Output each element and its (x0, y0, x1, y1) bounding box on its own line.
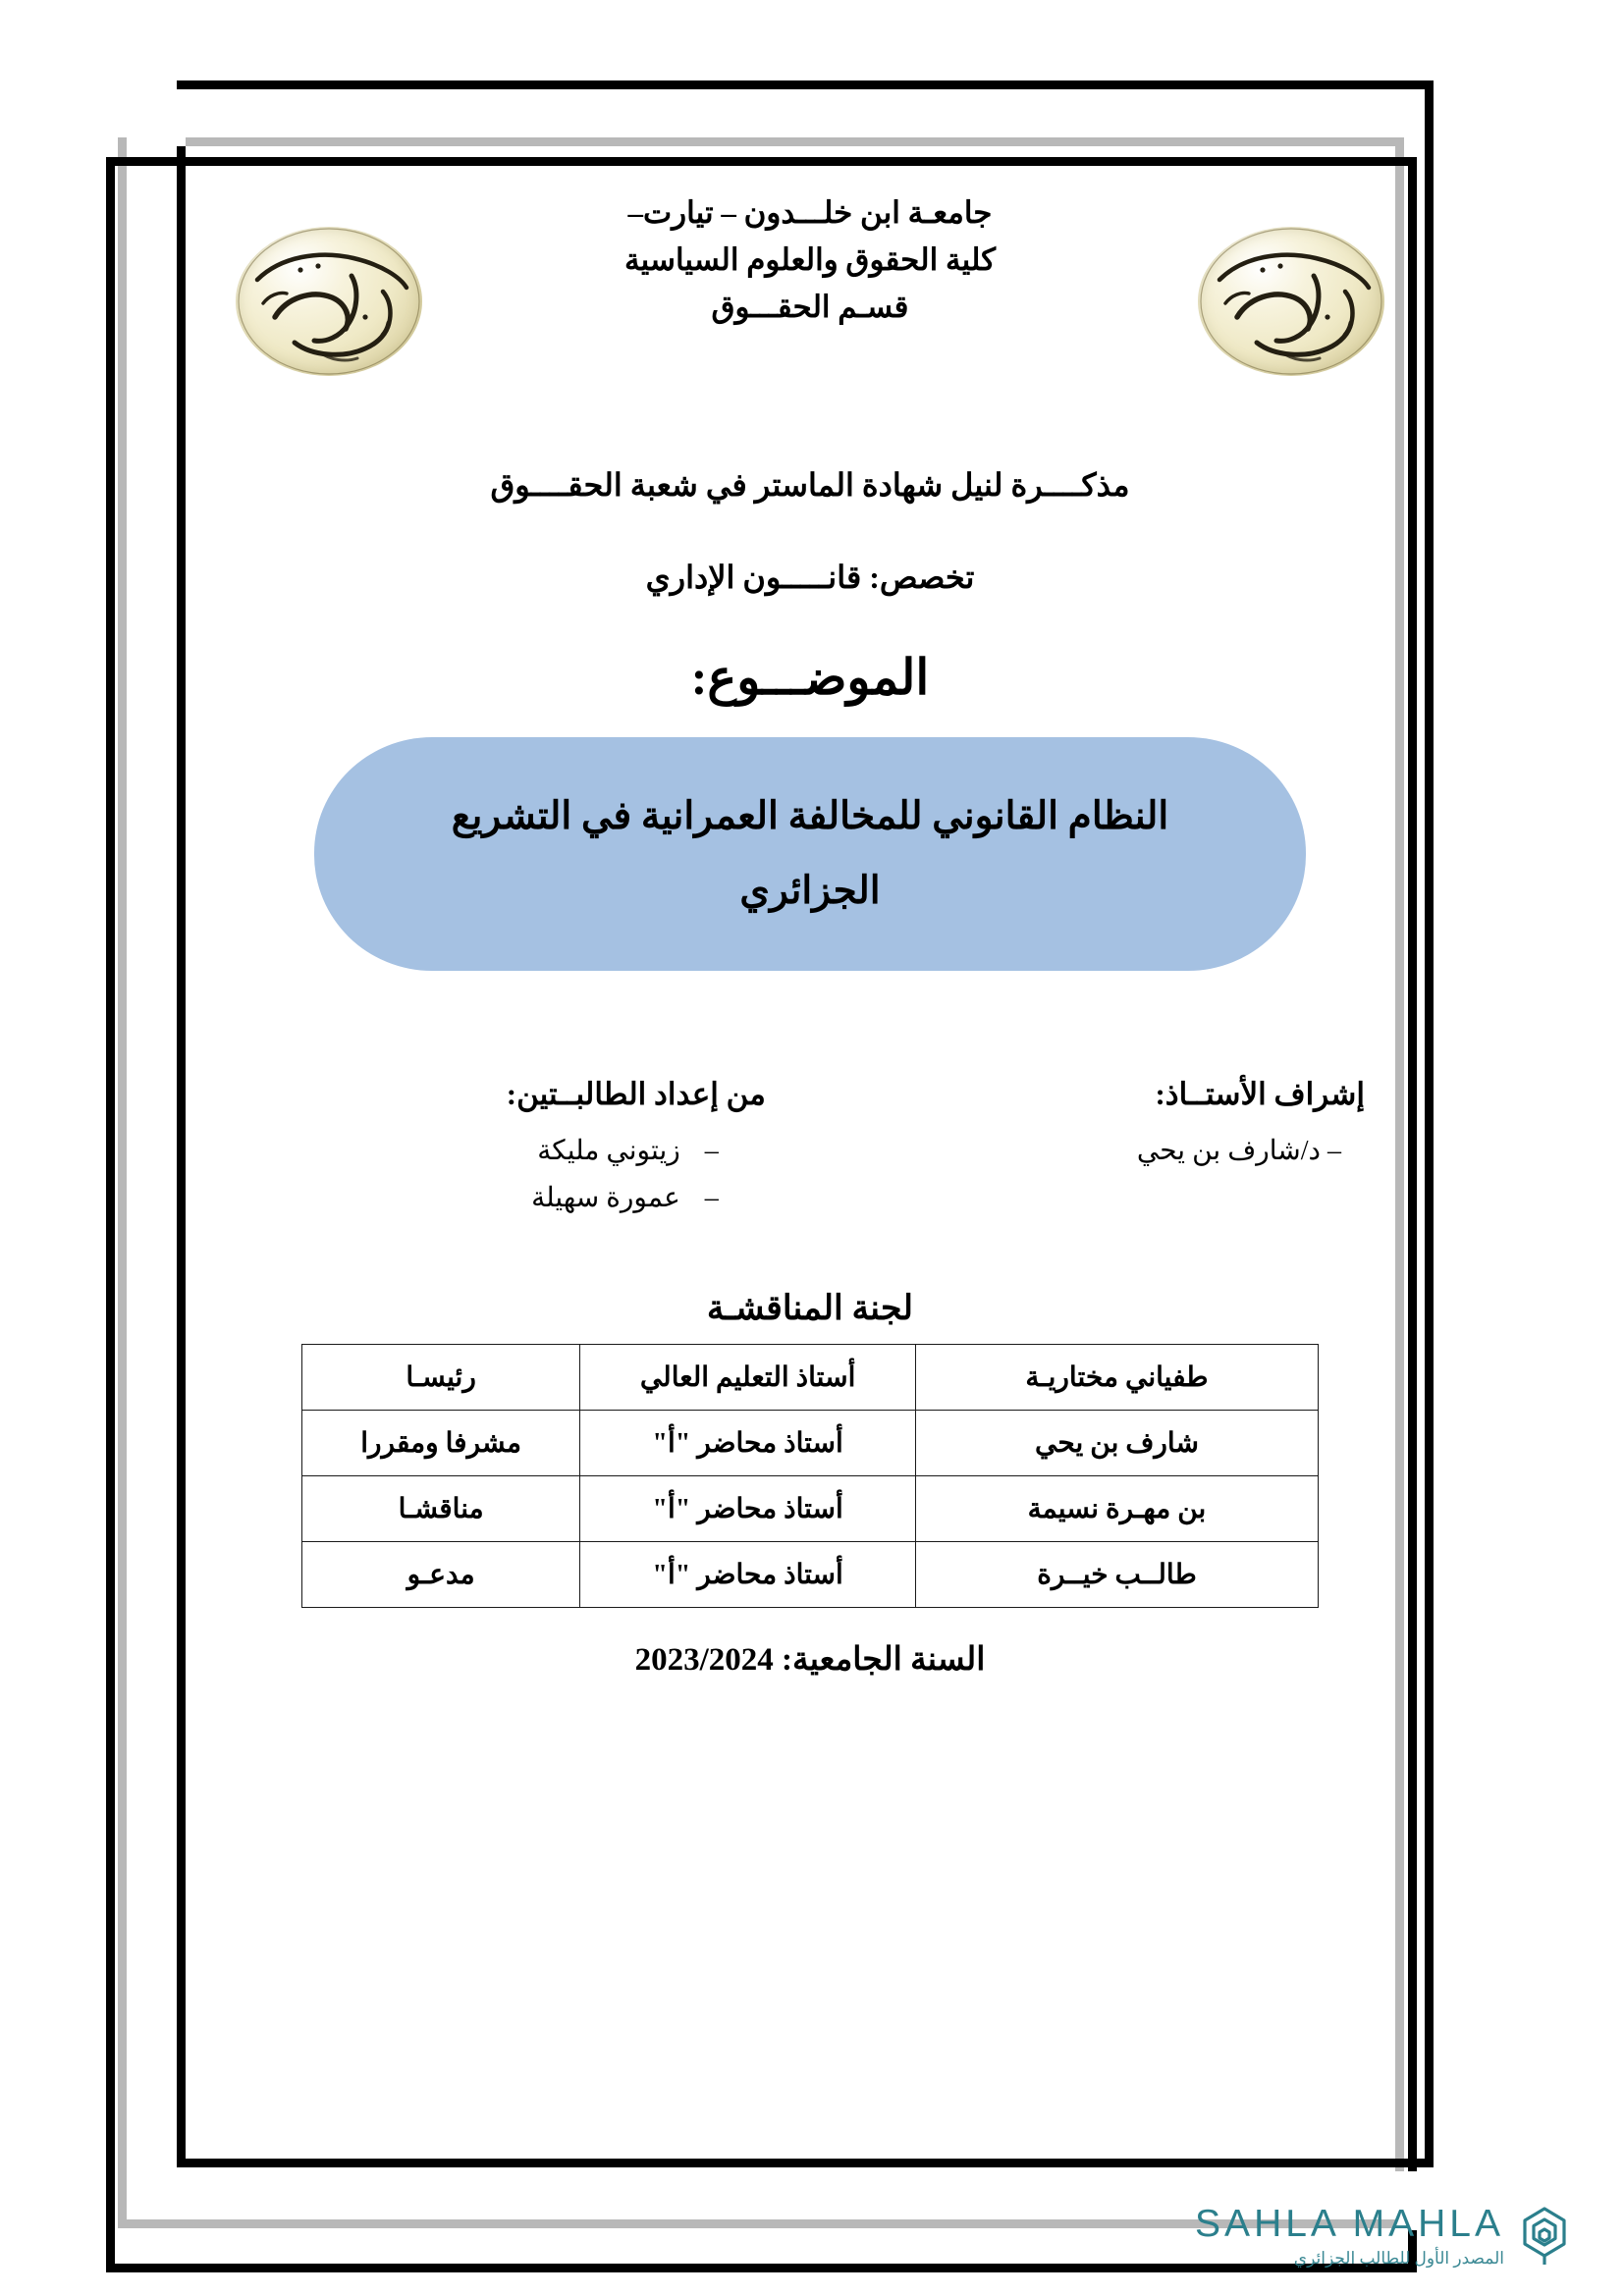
sahla-mahla-logo-icon (1518, 2206, 1571, 2267)
jury-heading: لجنة المناقشـة (706, 1289, 914, 1327)
header-block (226, 189, 1394, 415)
jury-table (301, 1344, 1319, 1608)
cover-page-content (167, 172, 1453, 2223)
degree-speciality-line: تخصص: قانـــــون الإداري (645, 560, 975, 595)
student-name: زيتوني مليكة (537, 1136, 680, 1166)
supervisor-block (854, 1077, 1365, 1228)
student-dash: – (704, 1183, 719, 1213)
jury-member-name: شارف بن يحي (915, 1411, 1318, 1476)
thesis-title: النظام القانوني للمخالفة العمرانية في التشريع الجزائري (451, 794, 1169, 912)
jury-member-role: مشرفا ومقررا (302, 1411, 580, 1476)
students-heading: من إعداد الطالبــتين: (506, 1077, 766, 1111)
supervisor-heading: إشراف الأستــاذ: (1155, 1077, 1365, 1111)
degree-memoire-line: مذكــــرة لنيل شهادة الماستر في شعبة الحقــــوق (490, 467, 1130, 503)
jury-member-name: بن مهـرة نسيمة (915, 1476, 1318, 1542)
jury-member-rank: أستاذ محاضر "أ" (580, 1411, 916, 1476)
jury-member-role: مدعـو (302, 1542, 580, 1608)
watermark (1195, 2205, 1571, 2267)
watermark-text-block (1195, 2205, 1504, 2267)
table-row (302, 1476, 1319, 1542)
people-block (226, 1077, 1394, 1228)
university-name: جامعـة ابن خلـــدون – تيارت– (627, 195, 993, 230)
university-seal-icon-right (1198, 227, 1384, 376)
university-seal-icon-left (236, 227, 422, 376)
jury-member-rank: أستاذ التعليم العالي (580, 1345, 916, 1411)
table-row (302, 1411, 1319, 1476)
subject-label: الموضـــوع: (690, 650, 930, 705)
table-row (302, 1345, 1319, 1411)
jury-member-role: رئيسـا (302, 1345, 580, 1411)
student-name: عمورة سهيلة (531, 1183, 680, 1213)
jury-member-name: طفياني مختاريـة (915, 1345, 1318, 1411)
table-row (302, 1542, 1319, 1608)
frame-mask-top-left (127, 89, 186, 146)
jury-member-name: طالــب خيــرة (915, 1542, 1318, 1608)
department-name: قسـم الحقـــوق (711, 290, 909, 325)
watermark-tagline: المصدر الأول للطالب الجزائري (1293, 2249, 1504, 2268)
faculty-name: كلية الحقوق والعلوم السياسية (624, 242, 996, 278)
jury-member-rank: أستاذ محاضر "أ" (580, 1542, 916, 1608)
student-dash: – (704, 1136, 719, 1166)
supervisor-item (854, 1134, 1365, 1167)
students-block (255, 1077, 766, 1228)
academic-year: السنة الجامعية: 2023/2024 (634, 1642, 986, 1678)
supervisor-name: د/شارف بن يحي (1136, 1136, 1321, 1166)
supervisor-dash: – (1327, 1136, 1341, 1166)
jury-member-rank: أستاذ محاضر "أ" (580, 1476, 916, 1542)
student-item (255, 1134, 766, 1167)
watermark-brand: SAHLA MAHLA (1195, 2203, 1504, 2245)
jury-member-role: مناقشـا (302, 1476, 580, 1542)
thesis-title-box (314, 737, 1306, 971)
student-item (255, 1181, 766, 1214)
